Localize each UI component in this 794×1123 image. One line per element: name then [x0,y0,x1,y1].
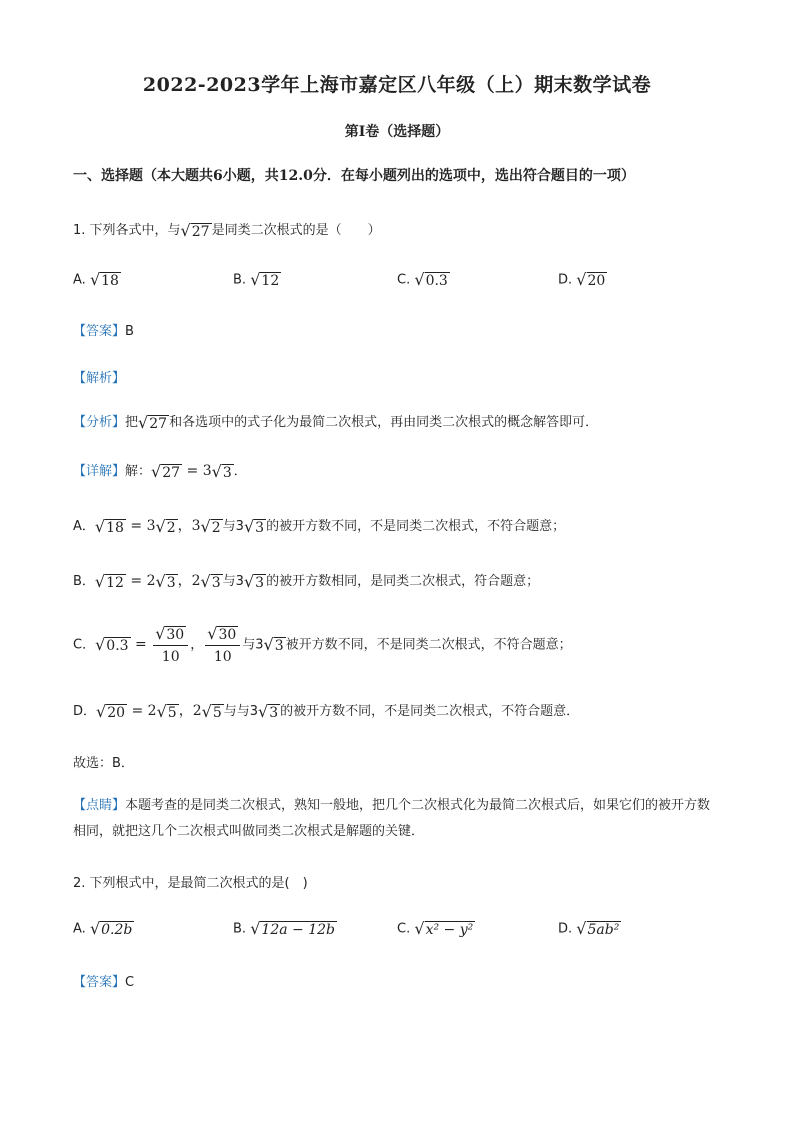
q2-option-d: D. √ 5ab² [558,919,620,938]
q2-option-c: C. √ x² − y² [397,919,474,938]
q1-detail: 【详解】解： √ 27 = 3 √ 3 ． [73,461,247,481]
q2-option-a: A. √ 0.2b [73,919,133,938]
q1-detail-b: B． √ 12 = 2 √ 3 ，2 √ 3 与3 √ 3 的被开方数相同，是同类二次根式，符合题意； [73,571,540,591]
q2-option-b: B. √ 12a − 12b [233,919,335,938]
question-2-stem: 2. 下列根式中，是最简二次根式的是( ) [73,876,308,891]
q1-detail-d: D． √ 20 = 2 √ 5 ，2 √ 5 与与3 √ 3 的被开方数不同，不是同类二次根式，不符合题意． [73,701,580,721]
page-title: 2022-2023学年上海市嘉定区八年级（上）期末数学试卷 [142,74,652,96]
answer-tag: 【答案】 [73,324,126,339]
q1-answer: 【答案】B [73,324,134,339]
q1-option-d: D. √ 20 [558,270,606,289]
q1-option-a: A. √ 18 [73,270,119,289]
fraction: √ 30 10 [153,625,188,665]
q1-choose: 故选：B． [73,756,134,771]
q1-analysis-tag: 【解析】 [73,371,126,386]
q1-detail-c: C． √ 0.3 = √ 30 10 ， √ 30 10 与3 √ 3 被开方数不同，不是同类二次根式，不符合题意； [73,624,572,665]
question-1-stem: 1. 下列各式中，与 √ 27 是同类二次根式的是（ ） [73,220,381,240]
page-subtitle: 第I卷（选择题） [344,124,450,140]
q1-option-c: C. √ 0.3 [397,270,448,289]
q1-dianjing: 【点睛】本题考查的是同类二次根式，熟知一般地，把几个二次根式化为最简二次根式后，如果它们的被开方数相同，就把这几个二次根式叫做同类二次根式是解题的关键． [73,798,711,839]
section-heading: 一、选择题（本大题共6小题，共12.0分．在每小题列出的选项中，选出符合题目的一项） [73,168,635,184]
answer-tag: 【答案】 [73,975,126,990]
q1-option-b: B. √ 12 [233,270,280,289]
fraction: √ 30 10 [205,625,240,665]
q1-fenxi: 【分析】把 √ 27 和各选项中的式子化为最简二次根式，再由同类二次根式的概念解答即可． [73,412,599,432]
radical: √ 27 [180,220,210,240]
q1-detail-a: A． √ 18 = 3 √ 2 ，3 √ 2 与3 √ 3 的被开方数不同，不是同类二次根式，不符合题意； [73,516,566,536]
q2-answer: 【答案】C [73,975,135,990]
